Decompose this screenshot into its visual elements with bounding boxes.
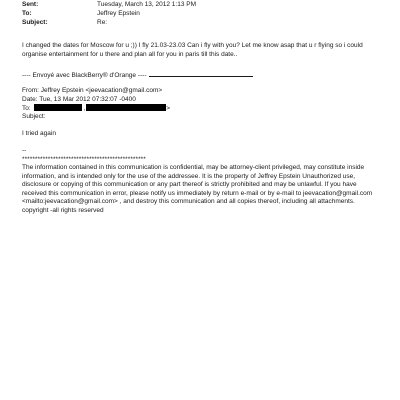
blackberry-signature — [22, 70, 380, 81]
to-value: Jeffrey Epstein — [97, 10, 140, 17]
quoted-subject: Subject: — [22, 112, 46, 120]
signature-underline — [149, 70, 253, 77]
redaction-bar — [34, 104, 82, 111]
redaction-bar — [86, 104, 166, 111]
quoted-to: To: , > — [22, 105, 171, 112]
sent-value: Tuesday, March 13, 2012 1:13 PM — [97, 1, 196, 8]
sig-dashes: -- — [22, 147, 27, 154]
quoted-date: Date: Tue, 13 Mar 2012 07:32:07 -0400 — [22, 95, 136, 103]
confidentiality-disclaimer: The information contained in this communication is confidential, may be attorney-client privileged, may constitute inside information, and is intended only for the use of the addressee. It is the property of Jeffrey Epstein Unauthorized use, disclosure or copying of this communication or any part thereof is strictly prohibited and may be unlawful. If you have received this communication in error, please notify us immediately by return e-mail or by e-mail to jeevacation@gmail.com <mailto:jeevacation@gmail.com> , and destroy this communication and all copies thereof, including all attachments. copyright -all rights reserved — [22, 164, 373, 214]
subject-value: Re: — [97, 19, 108, 26]
subject-label: Subject: — [22, 19, 48, 26]
stars-separator: ************************************************ — [22, 155, 146, 163]
quoted-message: I tried again — [22, 130, 56, 137]
to-label: To: — [22, 10, 32, 17]
message-paragraph: I changed the dates for Moscow for u ;)) I fly 21.03-23.03 Can i fly with you? Let me know asap that u r flying so i could organise entertainment for u there and plan all for you in paris till this date.. — [22, 42, 363, 58]
signature-text: ---- Envoyé avec BlackBerry® d'Orange ---- — [22, 72, 147, 79]
quoted-to-end: > — [166, 105, 171, 112]
sent-label: Sent: — [22, 1, 39, 8]
quoted-from: From: Jeffrey Epstein <jeevacation@gmail.com> — [22, 87, 163, 94]
quoted-to-label: To: — [22, 105, 31, 112]
